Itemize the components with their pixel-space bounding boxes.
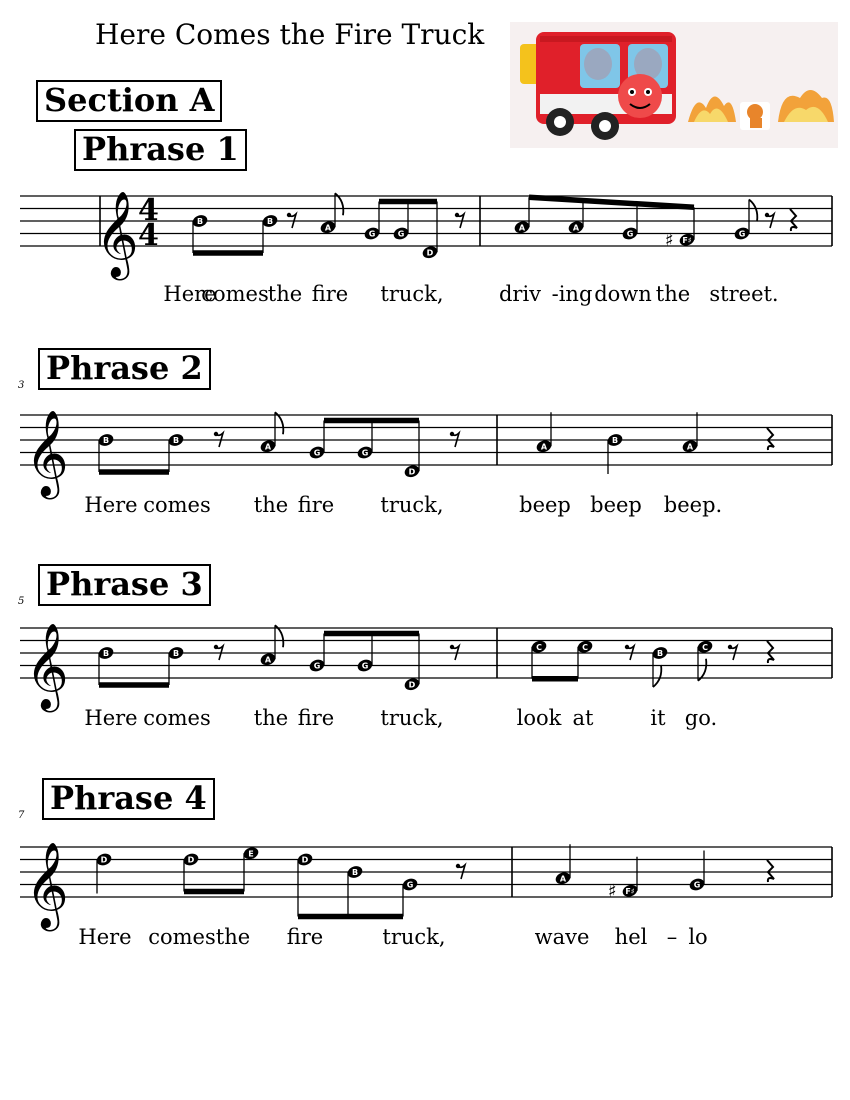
note-name-label: G [693, 880, 701, 890]
lyric-syllable: truck, [380, 493, 444, 517]
lyric-syllable: Here [163, 282, 217, 306]
lyric-syllable: down [594, 282, 652, 306]
note-name-label: B [266, 217, 274, 226]
note-name-label: B [196, 217, 204, 226]
note-name-label: G [361, 661, 369, 671]
note-name-label: E [248, 849, 254, 859]
lyric-syllable: – [666, 925, 678, 949]
lyric-syllable: fire [286, 925, 324, 949]
lyric-syllable: -ing [551, 282, 593, 306]
note-name-label: G [361, 448, 369, 458]
lyric-syllable: the [253, 493, 289, 517]
note-name-label: B [611, 436, 619, 445]
treble-clef-icon: 𝄞 [95, 191, 139, 277]
note-name-label: C [702, 642, 708, 652]
note-name-label: A [518, 223, 526, 233]
lyric-syllable: truck, [382, 925, 446, 949]
note-name-label: C [536, 642, 542, 652]
lyric-syllable: the [253, 706, 289, 730]
note-name-label: G [626, 229, 634, 239]
note-name-label: F♯ [625, 886, 635, 896]
lyric-syllable: hel [614, 925, 648, 949]
note-name-label: A [540, 442, 548, 452]
lyric-syllable: beep [519, 493, 571, 517]
note-flag [749, 200, 757, 222]
lyric-syllable: Here [84, 706, 138, 730]
note-name-label: A [264, 442, 272, 452]
lyric-syllable: comes [143, 706, 211, 730]
lyric-syllable: look [516, 706, 562, 730]
note-name-label: A [264, 655, 272, 665]
lyric-syllable: beep [590, 493, 642, 517]
note-flag [653, 665, 661, 687]
note-name-label: B [172, 649, 180, 658]
note-name-label: B [351, 868, 359, 877]
lyric-syllable: beep. [663, 493, 723, 517]
sharp-accidental-icon: ♯ [608, 880, 617, 902]
lyric-syllable: wave [534, 925, 590, 949]
measure-number: 3 [18, 380, 25, 391]
sharp-accidental-icon: ♯ [665, 229, 674, 251]
song-title: Here Comes the Fire Truck [95, 18, 485, 51]
lyric-syllable: driv [498, 282, 542, 306]
quarter-rest [767, 428, 774, 450]
lyric-syllable: fire [311, 282, 349, 306]
treble-clef-icon: 𝄞 [25, 623, 69, 709]
lyric-syllable: the [267, 282, 303, 306]
treble-clef-icon: 𝄞 [25, 842, 69, 928]
lyric-syllable: fire [297, 493, 335, 517]
lyric-syllable: street. [709, 282, 779, 306]
phrase-label: Phrase 2 [38, 348, 211, 390]
quarter-rest [767, 641, 774, 663]
note-name-label: B [102, 649, 110, 658]
note-name-label: G [397, 229, 405, 239]
phrase-label: Phrase 1 [74, 129, 247, 171]
section-label: Section A [36, 80, 222, 122]
lyric-syllable: it [650, 706, 666, 730]
note-name-label: B [172, 436, 180, 445]
note-name-label: D [408, 680, 416, 690]
lyric-syllable: the [215, 925, 251, 949]
note-name-label: D [301, 855, 309, 865]
time-signature-bottom: 4 [138, 218, 159, 253]
note-name-label: F♯ [682, 235, 692, 245]
note-name-label: A [559, 874, 567, 884]
quarter-rest [767, 860, 774, 882]
note-name-label: D [408, 467, 416, 477]
lyric-syllable: comes [143, 493, 211, 517]
fire-truck-illustration [510, 22, 838, 148]
note-name-label: G [313, 661, 321, 671]
lyric-syllable: Here [78, 925, 132, 949]
treble-clef-icon: 𝄞 [25, 410, 69, 496]
lyric-syllable: truck, [380, 706, 444, 730]
note-name-label: G [738, 229, 746, 239]
note-name-label: G [368, 229, 376, 239]
note-name-label: A [686, 442, 694, 452]
lyric-syllable: at [572, 706, 594, 730]
lyric-syllable: fire [297, 706, 335, 730]
lyric-syllable: Here [84, 493, 138, 517]
note-name-label: B [656, 649, 664, 658]
note-name-label: G [313, 448, 321, 458]
note-name-label: A [572, 223, 580, 233]
note-name-label: A [324, 223, 332, 233]
lyric-syllable: comes [201, 282, 269, 306]
note-name-label: D [187, 855, 195, 865]
note-name-label: D [100, 855, 108, 865]
phrase-label: Phrase 4 [42, 778, 215, 820]
lyric-syllable: comes [148, 925, 216, 949]
lyric-syllable: truck, [380, 282, 444, 306]
lyric-syllable: lo [688, 925, 708, 949]
lyric-syllable: the [655, 282, 691, 306]
lyric-syllable: go. [684, 706, 718, 730]
note-name-label: B [102, 436, 110, 445]
quarter-rest [790, 209, 797, 231]
staff-system [0, 156, 850, 296]
note-name-label: D [426, 248, 434, 258]
time-signature-top: 4 [138, 193, 159, 228]
measure-number: 5 [18, 596, 25, 607]
phrase-label: Phrase 3 [38, 564, 211, 606]
beam [529, 197, 694, 207]
measure-number: 7 [18, 810, 25, 821]
note-name-label: G [406, 880, 414, 890]
note-name-label: C [582, 642, 588, 652]
